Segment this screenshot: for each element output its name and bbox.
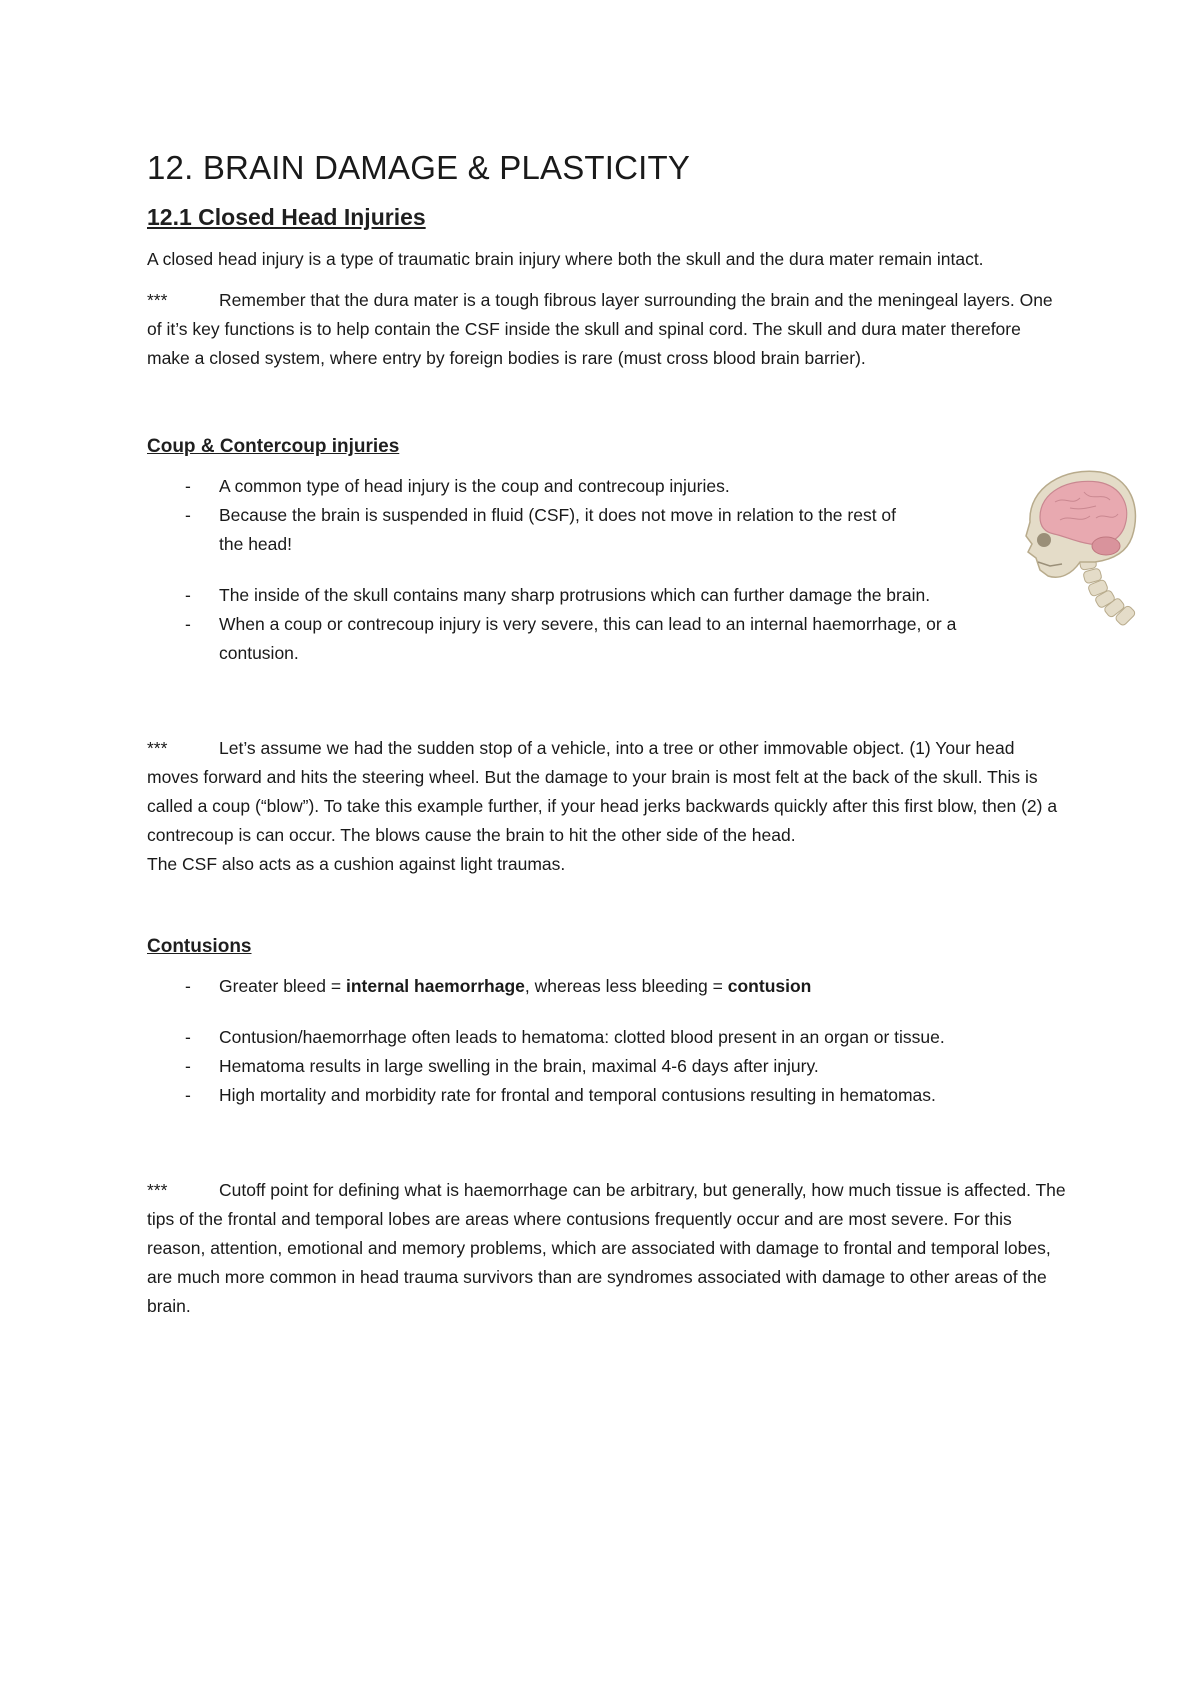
cutoff-point-note [147, 1176, 1067, 1321]
note-text: Cutoff point for defining what is haemorrhage can be arbitrary, but generally, how much tissue is affected. The tips of the frontal and temporal lobes are areas where contusions frequently occur and are most severe. For this reason, attention, emotional and memory problems, which are associated with damage to frontal and temporal lobes, are much more common in head trauma survivors than are syndromes associated with damage to other areas of the brain. [147, 1179, 1066, 1316]
eye-socket [1037, 533, 1051, 547]
list-item: - A common type of head injury is the coup and contrecoup injuries. [147, 472, 1067, 501]
list-item [147, 972, 1067, 1001]
contusions-list-a [147, 972, 1067, 1001]
document-page [147, 148, 1067, 1333]
page-title: 12. BRAIN DAMAGE & PLASTICITY [147, 149, 691, 186]
bold-term: internal haemorrhage [345, 975, 525, 996]
contusions-list-b [147, 1023, 1067, 1110]
coup-list-b [147, 581, 1067, 668]
section-heading-contusions: Contusions [147, 935, 252, 957]
bold-term: contusion [727, 975, 812, 996]
text-run: , whereas less bleeding = [524, 975, 728, 996]
section-heading-closed-head-injuries: 12.1 Closed Head Injuries [147, 203, 426, 230]
list-item: - When a coup or contrecoup injury is very severe, this can lead to an internal haemorrhage, or a contusion. [147, 610, 1067, 668]
dura-mater-note [147, 286, 1067, 373]
text-run: Greater bleed = [219, 975, 346, 996]
note-marker: *** [147, 290, 168, 311]
coup-list-a [147, 472, 1067, 559]
intro-paragraph: A closed head injury is a type of traumatic brain injury where both the skull and the dura mater remain intact. [147, 249, 984, 270]
csf-cushion-note: The CSF also acts as a cushion against light traumas. [147, 853, 566, 874]
spine-shape [1079, 556, 1136, 627]
list-item: - Contusion/haemorrhage often leads to hematoma: clotted blood present in an organ or tissue. [147, 1023, 1067, 1052]
note-marker: *** [147, 737, 168, 758]
list-item: - The inside of the skull contains many sharp protrusions which can further damage the brain. [147, 581, 1067, 610]
vehicle-example-note [147, 734, 1067, 850]
section-heading-coup: Coup & Contercoup injuries [147, 436, 400, 458]
list-item: - High mortality and morbidity rate for frontal and temporal contusions resulting in hematomas. [147, 1081, 1067, 1110]
list-item: - Because the brain is suspended in fluid (CSF), it does not move in relation to the rest of the head! [147, 501, 1067, 559]
cerebellum-shape [1092, 537, 1120, 555]
note-text: Let’s assume we had the sudden stop of a vehicle, into a tree or other immovable object. (1) Your head moves forward and hits the steering wheel. But the damage to your brain is most felt at the back of the skull. This is called a coup (“blow”). To take this example further, if your head jerks backwards quickly after this first blow, then (2) a contrecoup is can occur. The blows cause the brain to hit the other side of the head. [147, 737, 1058, 845]
skull-brain-illustration [1010, 462, 1160, 632]
note-marker: *** [147, 1179, 168, 1200]
list-item: - Hematoma results in large swelling in the brain, maximal 4-6 days after injury. [147, 1052, 1067, 1081]
note-text: Remember that the dura mater is a tough fibrous layer surrounding the brain and the meningeal layers. One of it’s key functions is to help contain the CSF inside the skull and spinal cord. The skull and dura mater therefore make a closed system, where entry by foreign bodies is rare (must cross blood brain barrier). [147, 290, 1053, 369]
